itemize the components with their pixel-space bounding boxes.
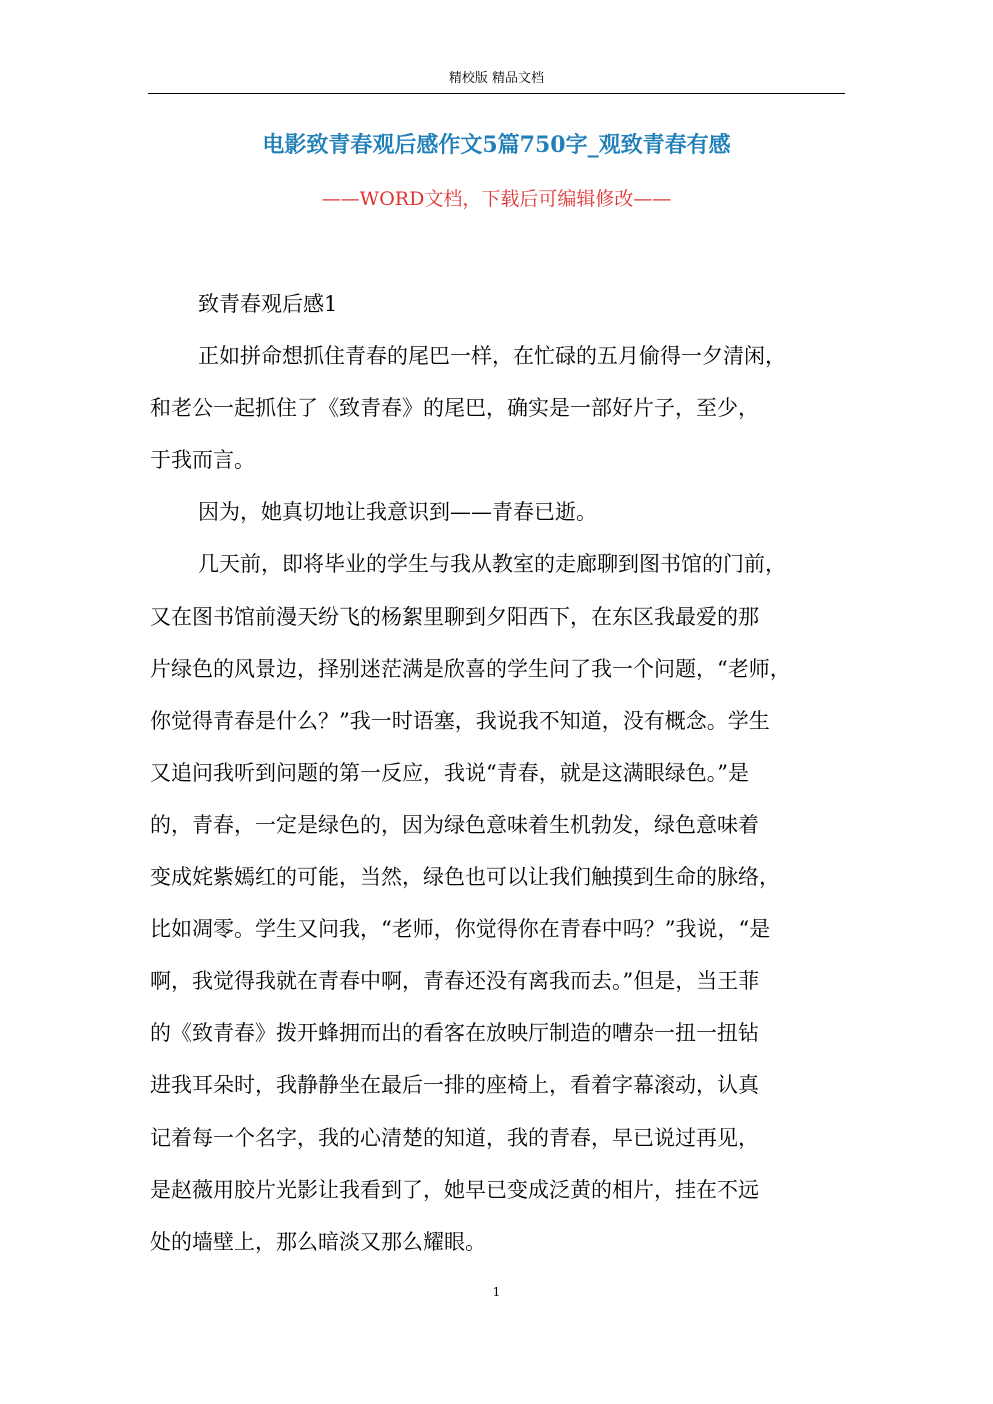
paragraph-line: 和老公一起抓住了《致青春》的尾巴，确实是一部好片子，至少， — [150, 396, 759, 421]
document-subtitle: ——WORD文档，下载后可编辑修改—— — [321, 188, 672, 210]
paragraph-line: 啊，我觉得我就在青春中啊，青春还没有离我而去。”但是，当王菲 — [150, 969, 760, 994]
paragraph-line: 因为，她真切地让我意识到——青春已逝。 — [198, 500, 597, 525]
section-heading: 致青春观后感1 — [198, 292, 338, 316]
paragraph-line: 变成姹紫嫣红的可能，当然，绿色也可以让我们触摸到生命的脉络， — [150, 865, 780, 890]
paragraph-line: 是赵薇用胶片光影让我看到了，她早已变成泛黄的相片，挂在不远 — [150, 1177, 759, 1202]
paragraph-line: 比如凋零。学生又问我，“老师，你觉得你在青春中吗？”我说，“是 — [150, 917, 771, 942]
page-header: 精校版 精品文档 — [448, 71, 545, 86]
page-number: 1 — [492, 1285, 501, 1299]
paragraph-line: 几天前，即将毕业的学生与我从教室的走廊聊到图书馆的门前， — [198, 552, 786, 577]
paragraph-line: 处的墙壁上，那么暗淡又那么耀眼。 — [150, 1229, 486, 1254]
header-divider — [148, 93, 845, 94]
paragraph-line: 的《致青春》拨开蜂拥而出的看客在放映厅制造的嘈杂一扭一扭钻 — [150, 1021, 759, 1046]
paragraph-line: 于我而言。 — [150, 448, 255, 473]
paragraph-line: 片绿色的风景边，择别迷茫满是欣喜的学生问了我一个问题，“老师， — [150, 656, 791, 681]
document-title: 电影致青春观后感作文5篇750字_观致青春有感 — [262, 132, 731, 158]
paragraph-line: 记着每一个名字，我的心清楚的知道，我的青春，早已说过再见， — [150, 1125, 759, 1150]
paragraph-line: 正如拼命想抓住青春的尾巴一样，在忙碌的五月偷得一夕清闲， — [198, 344, 786, 369]
paragraph-line: 又在图书馆前漫天纷飞的杨絮里聊到夕阳西下，在东区我最爱的那 — [150, 604, 759, 629]
paragraph-line: 进我耳朵时，我静静坐在最后一排的座椅上，看着字幕滚动，认真 — [150, 1073, 759, 1098]
document-body — [150, 284, 850, 1274]
paragraph-line: 的，青春，一定是绿色的，因为绿色意味着生机勃发，绿色意味着 — [150, 812, 759, 837]
paragraph-line: 你觉得青春是什么？”我一时语塞，我说我不知道，没有概念。学生 — [150, 708, 770, 733]
paragraph-line: 又追问我听到问题的第一反应，我说“青春，就是这满眼绿色。”是 — [150, 760, 749, 785]
